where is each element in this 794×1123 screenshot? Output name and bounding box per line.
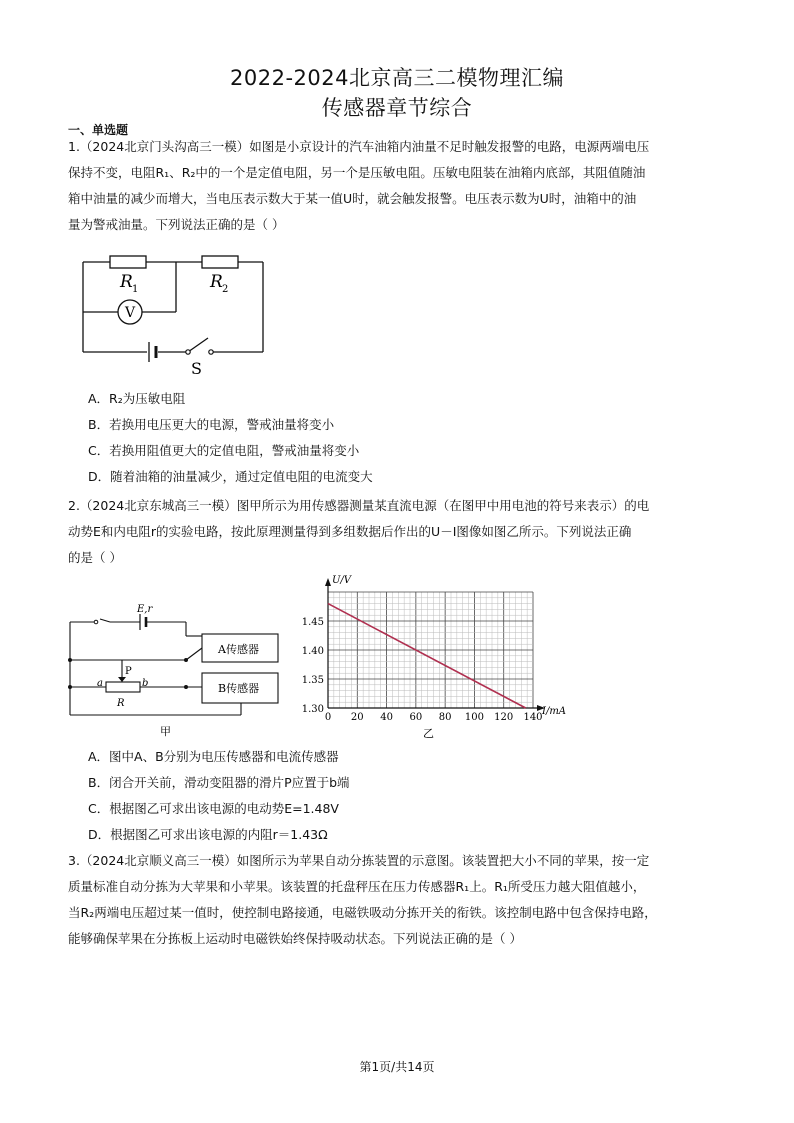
x-tick-label: 140 <box>523 712 543 723</box>
r2-label: R <box>210 272 223 292</box>
q3-line: 能够确保苹果在分拣板上运动时电磁铁始终保持吸动状态。下列说法正确的是（ ） <box>68 931 522 946</box>
q1-option-b: B．若换用电压更大的电源，警戒油量将变小 <box>88 417 335 432</box>
q1-option-a: A．R₂为压敏电阻 <box>88 391 186 406</box>
q1-line: 保持不变，电阻R₁、R₂中的一个是定值电阻，另一个是压敏电阻。压敏电阻装在油箱内底部，其阻值随油 <box>68 165 646 180</box>
q2-ui-chart <box>295 570 595 742</box>
q3-line: 质量标准自动分拣为大苹果和小苹果。该装置的托盘秤压在压力传感器R₁上。R₁所受压力越大阻值越小， <box>68 879 646 894</box>
q2-option-d: D．根据图乙可求出该电源的内阻r＝1.43Ω <box>88 827 328 842</box>
q2-circuit-figure <box>66 600 286 740</box>
end-a-label: a <box>97 678 103 689</box>
x-tick-label: 40 <box>380 712 393 723</box>
y-tick-label: 1.45 <box>301 617 324 628</box>
y-tick-label: 1.40 <box>301 646 324 657</box>
q2-option-a: A．图中A、B分别为电压传感器和电流传感器 <box>88 749 339 764</box>
q1-line: 量为警戒油量。下列说法正确的是（ ） <box>68 217 285 232</box>
q2-line: 2.（2024北京东城高三一模）图甲所示为用传感器测量某直流电源（在图甲中用电池的符号来表示）的电 <box>68 498 650 513</box>
switch-contact <box>209 350 213 354</box>
figure-b-caption: 乙 <box>423 727 434 740</box>
q2-line: 动势E和内电阻r的实验电路，按此原理测量得到多组数据后作出的U－I图像如图乙所示。下列说法正确 <box>68 524 632 539</box>
voltmeter-label: V <box>124 305 136 321</box>
r2-resistor <box>202 256 238 268</box>
question-2-stem <box>68 493 724 571</box>
x-tick-label: 80 <box>438 712 452 723</box>
slider-label: P <box>125 666 132 677</box>
q1-option-c: C．若换用阻值更大的定值电阻，警戒油量将变小 <box>88 443 360 458</box>
page-subtitle: 传感器章节综合 <box>321 96 473 120</box>
page-title: 2022-2024北京高三二模物理汇编 <box>230 66 564 90</box>
q1-option-d: D．随着油箱的油量减少，通过定值电阻的电流变大 <box>88 469 373 484</box>
q1-line: 1.（2024北京门头沟高三一模）如图是小京设计的汽车油箱内油量不足时触发报警的电路，电源两端电压 <box>68 139 650 154</box>
sensor-b-label: B传感器 <box>218 682 260 695</box>
r1-subscript: 1 <box>132 284 139 295</box>
switch-label: S <box>191 359 202 378</box>
y-axis-label: U/V <box>332 575 352 586</box>
section-heading: 一、单选题 <box>68 123 129 137</box>
x-tick-label: 100 <box>464 712 484 723</box>
r1-resistor <box>110 256 146 268</box>
q2-line: 的是（ ） <box>68 550 122 565</box>
x-tick-label: 20 <box>350 712 364 723</box>
x-axis-label: I/mA <box>542 706 567 717</box>
end-b-label: b <box>142 678 149 689</box>
q2-option-c: C．根据图乙可求出该电源的电动势E=1.48V <box>88 801 339 816</box>
r1-label: R <box>120 272 133 292</box>
rheostat <box>106 682 140 692</box>
source-label: E,r <box>137 604 153 615</box>
q1-circuit-figure <box>80 250 270 378</box>
r2-subscript: 2 <box>222 284 229 295</box>
y-tick-label: 1.30 <box>301 704 324 715</box>
y-tick-label: 1.35 <box>301 675 324 686</box>
x-tick-label: 0 <box>324 712 332 723</box>
question-1-stem <box>68 134 724 238</box>
q2-option-b: B．闭合开关前，滑动变阻器的滑片P应置于b端 <box>88 775 350 790</box>
sensor-a-label: A传感器 <box>218 643 259 656</box>
figure-a-caption: 甲 <box>160 725 171 738</box>
x-tick-label: 60 <box>409 712 423 723</box>
question-3-stem <box>68 848 724 952</box>
page-footer: 第1页/共14页 <box>359 1060 435 1074</box>
q1-line: 箱中油量的减少而增大，当电压表示数大于某一值U时，就会触发报警。电压表示数为U时，油箱中的油 <box>68 191 637 206</box>
resistor-label: R <box>117 698 125 709</box>
q3-line: 当R₂两端电压超过某一值时，使控制电路接通，电磁铁吸动分拣开关的衔铁。该控制电路中包含保持电路， <box>68 905 657 920</box>
switch-pivot <box>186 350 190 354</box>
q3-line: 3.（2024北京顺义高三一模）如图所示为苹果自动分拣装置的示意图。该装置把大小不同的苹果，按一定 <box>68 853 650 868</box>
x-tick-label: 120 <box>494 712 514 723</box>
y-axis-arrow <box>325 578 331 586</box>
